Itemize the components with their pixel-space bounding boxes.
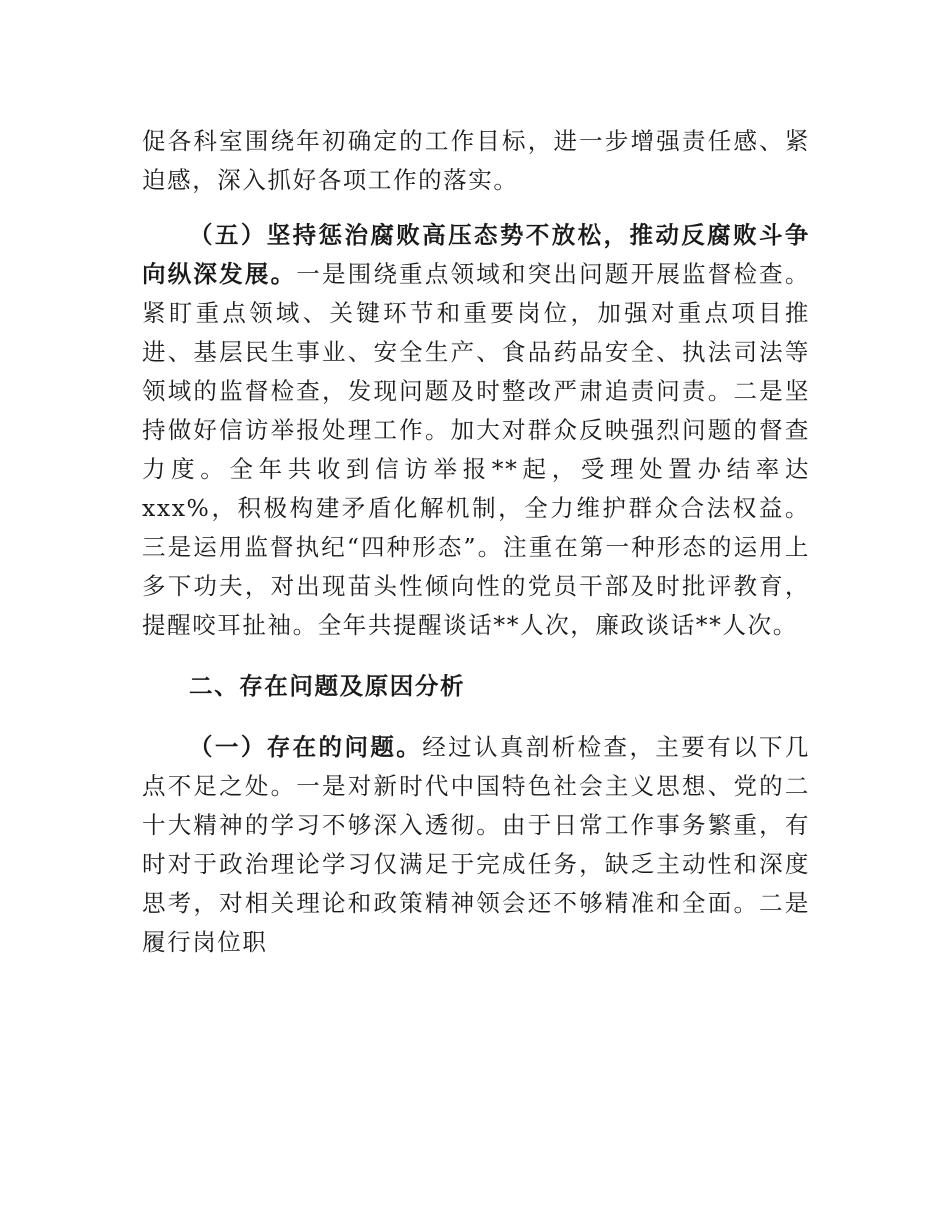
section-five-lead: （五）坚持惩治腐败高压态势不放松，推动反腐败斗争向纵深发展。 <box>142 221 810 288</box>
heading-problems-analysis: 二、存在问题及原因分析 <box>189 672 466 700</box>
document-body <box>142 122 810 962</box>
existing-problems-body: 经过认真剖析检查，主要有以下几点不足之处。一是对新时代中国特色社会主义思想、党的二十大精神的学习不够深入透彻。由于日常工作事务繁重，有时对于政治理论学习仅满足于完成任务，缺乏主动性和深度思考，对相关理论和政策精神领会还不够精准和全面。二是履行岗位职 <box>142 733 811 956</box>
paragraph-continuation <box>142 122 810 200</box>
paragraph-existing-problems <box>142 728 810 962</box>
paragraph-section-five <box>142 216 810 645</box>
section-five-body: 一是围绕重点领域和突出问题开展监督检查。紧盯重点领域、关键环节和重要岗位，加强对重点项目推进、基层民生事业、安全生产、食品药品安全、执法司法等领域的监督检查，发现问题及时整改严肃追责问责。二是坚持做好信访举报处理工作。加大对群众反映强烈问题的督查力度。全年共收到信访举报**起，受理处置办结率达xxx%，积极构建矛盾化解机制，全力维护群众合法权益。三是运用监督执纪“四种形态”。注重在第一种形态的运用上多下功夫，对出现苗头性倾向性的党员干部及时批评教育，提醒咬耳扯袖。全年共提醒谈话**人次，廉政谈话**人次。 <box>142 260 810 639</box>
paragraph-text: 促各科室围绕年初确定的工作目标，进一步增强责任感、紧迫感，深入抓好各项工作的落实。 <box>142 127 810 194</box>
existing-problems-lead: （一）存在的问题。 <box>189 733 423 761</box>
